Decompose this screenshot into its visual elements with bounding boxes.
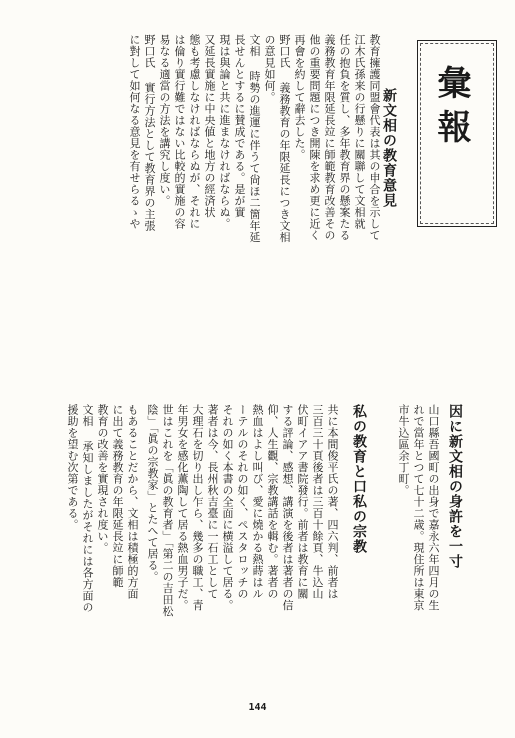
text-column: 山口縣吾國町の出身で嘉永六年四月の生 <box>427 404 440 611</box>
text-column: 江木氏孫来の行懸りに關聯して文相就 <box>353 34 366 230</box>
title-box <box>417 40 497 227</box>
page-number: 144 <box>248 702 267 713</box>
text-column: 現は與論と共に進まなければならぬ。 <box>218 34 231 230</box>
text-column: 他の重要問題につき開陳を求め更に近く <box>308 34 321 241</box>
text-column: 長せんとするに賛成である。是が實 <box>233 34 246 218</box>
text-column: 仰、人生觀、宗教講話を輯む。著者の <box>266 404 279 600</box>
text-column: 世はこれを「眞の教育者」「第二の吉田松 <box>161 404 174 617</box>
text-column: 態も考慮しなければならぬが、それに <box>188 34 201 230</box>
text-column: 文相 時勢の進運に伴うて尙ほ二箇年延 <box>248 34 261 243</box>
text-column: に出て義務教育の年限延長竝に師範 <box>111 404 124 588</box>
text-column: ーテルのそれの如く、ペスタロッチの <box>236 404 249 600</box>
text-column: 共に本間俊平氏の著、四六判、前者は <box>326 404 339 600</box>
text-column: 大理石を切り出し乍ら、幾多の職工、青 <box>191 404 204 611</box>
text-column: 教育の改善を實現され度い。 <box>96 404 109 554</box>
text-column: 三百三十頁後者は三百十餘頁、牛込山 <box>311 404 324 600</box>
text-column: 文相 承知しましたがそれには各方面の <box>81 404 94 613</box>
text-column: に對して如何なる意見を有せらるゝや <box>128 34 141 230</box>
text-block-dialogue-continued <box>60 404 140 684</box>
text-block-upper-right <box>100 34 382 334</box>
text-block-biography <box>393 404 441 684</box>
text-column: 任の抱負を質し、多年教育界の懸案たる <box>338 34 351 241</box>
text-column: 義務教育年限延長竝に師範教育改善その <box>323 34 336 241</box>
text-column: 年男女を感化薫陶して居る熱血男子だ。 <box>176 404 189 611</box>
text-column: 著者は今、長州秋吉臺に一石工として <box>206 404 219 600</box>
text-column: 市牛込區余丁町。 <box>397 404 410 496</box>
text-column: する評論、感想、講演を後者は著者の信 <box>281 404 294 611</box>
text-column: 陰」「眞の宗教家」とたへて居る。 <box>146 404 159 583</box>
text-column: それの如く本書の全面に横溢して居る。 <box>221 404 234 611</box>
text-column: 野口氏 義務教育の年限延長につき文相 <box>278 34 291 243</box>
text-column: は倫り實行難ではない比較的實施の容 <box>173 34 186 230</box>
text-column: 熱血はよし叫び、愛に燒かる熱蒔はル <box>251 404 264 600</box>
text-column: の意見如何。 <box>263 34 276 103</box>
text-column: 易なる適當の方法を講究し度い。 <box>158 34 171 207</box>
text-block-book-review <box>140 404 340 684</box>
text-column: もあることだから、文相は積極的方面 <box>126 404 139 600</box>
section-heading-biography: 因に新文相の身許を一寸 <box>447 404 463 569</box>
section-heading-new-minister: 新文相の教育意見 <box>381 88 397 208</box>
text-column: 再會を約して辭去した。 <box>293 34 306 161</box>
section-title: 彙報 <box>431 65 471 153</box>
section-heading-book-review: 私の教育と口私の宗教 <box>351 404 367 554</box>
text-column: 教育擁護同盟會代表は其の申合を示して <box>368 34 381 241</box>
text-column: 野口氏 實行方法として教育界の主張 <box>143 34 156 232</box>
text-column: 伏町イアア書院發行。前者は教育に關 <box>296 404 309 600</box>
text-column: 援助を望む次第である。 <box>66 404 79 531</box>
text-column: 又延長實施に中央値と地方の經済状 <box>203 34 216 218</box>
text-column: れで當年とつて七十二歳。現住所は東京 <box>412 404 425 611</box>
